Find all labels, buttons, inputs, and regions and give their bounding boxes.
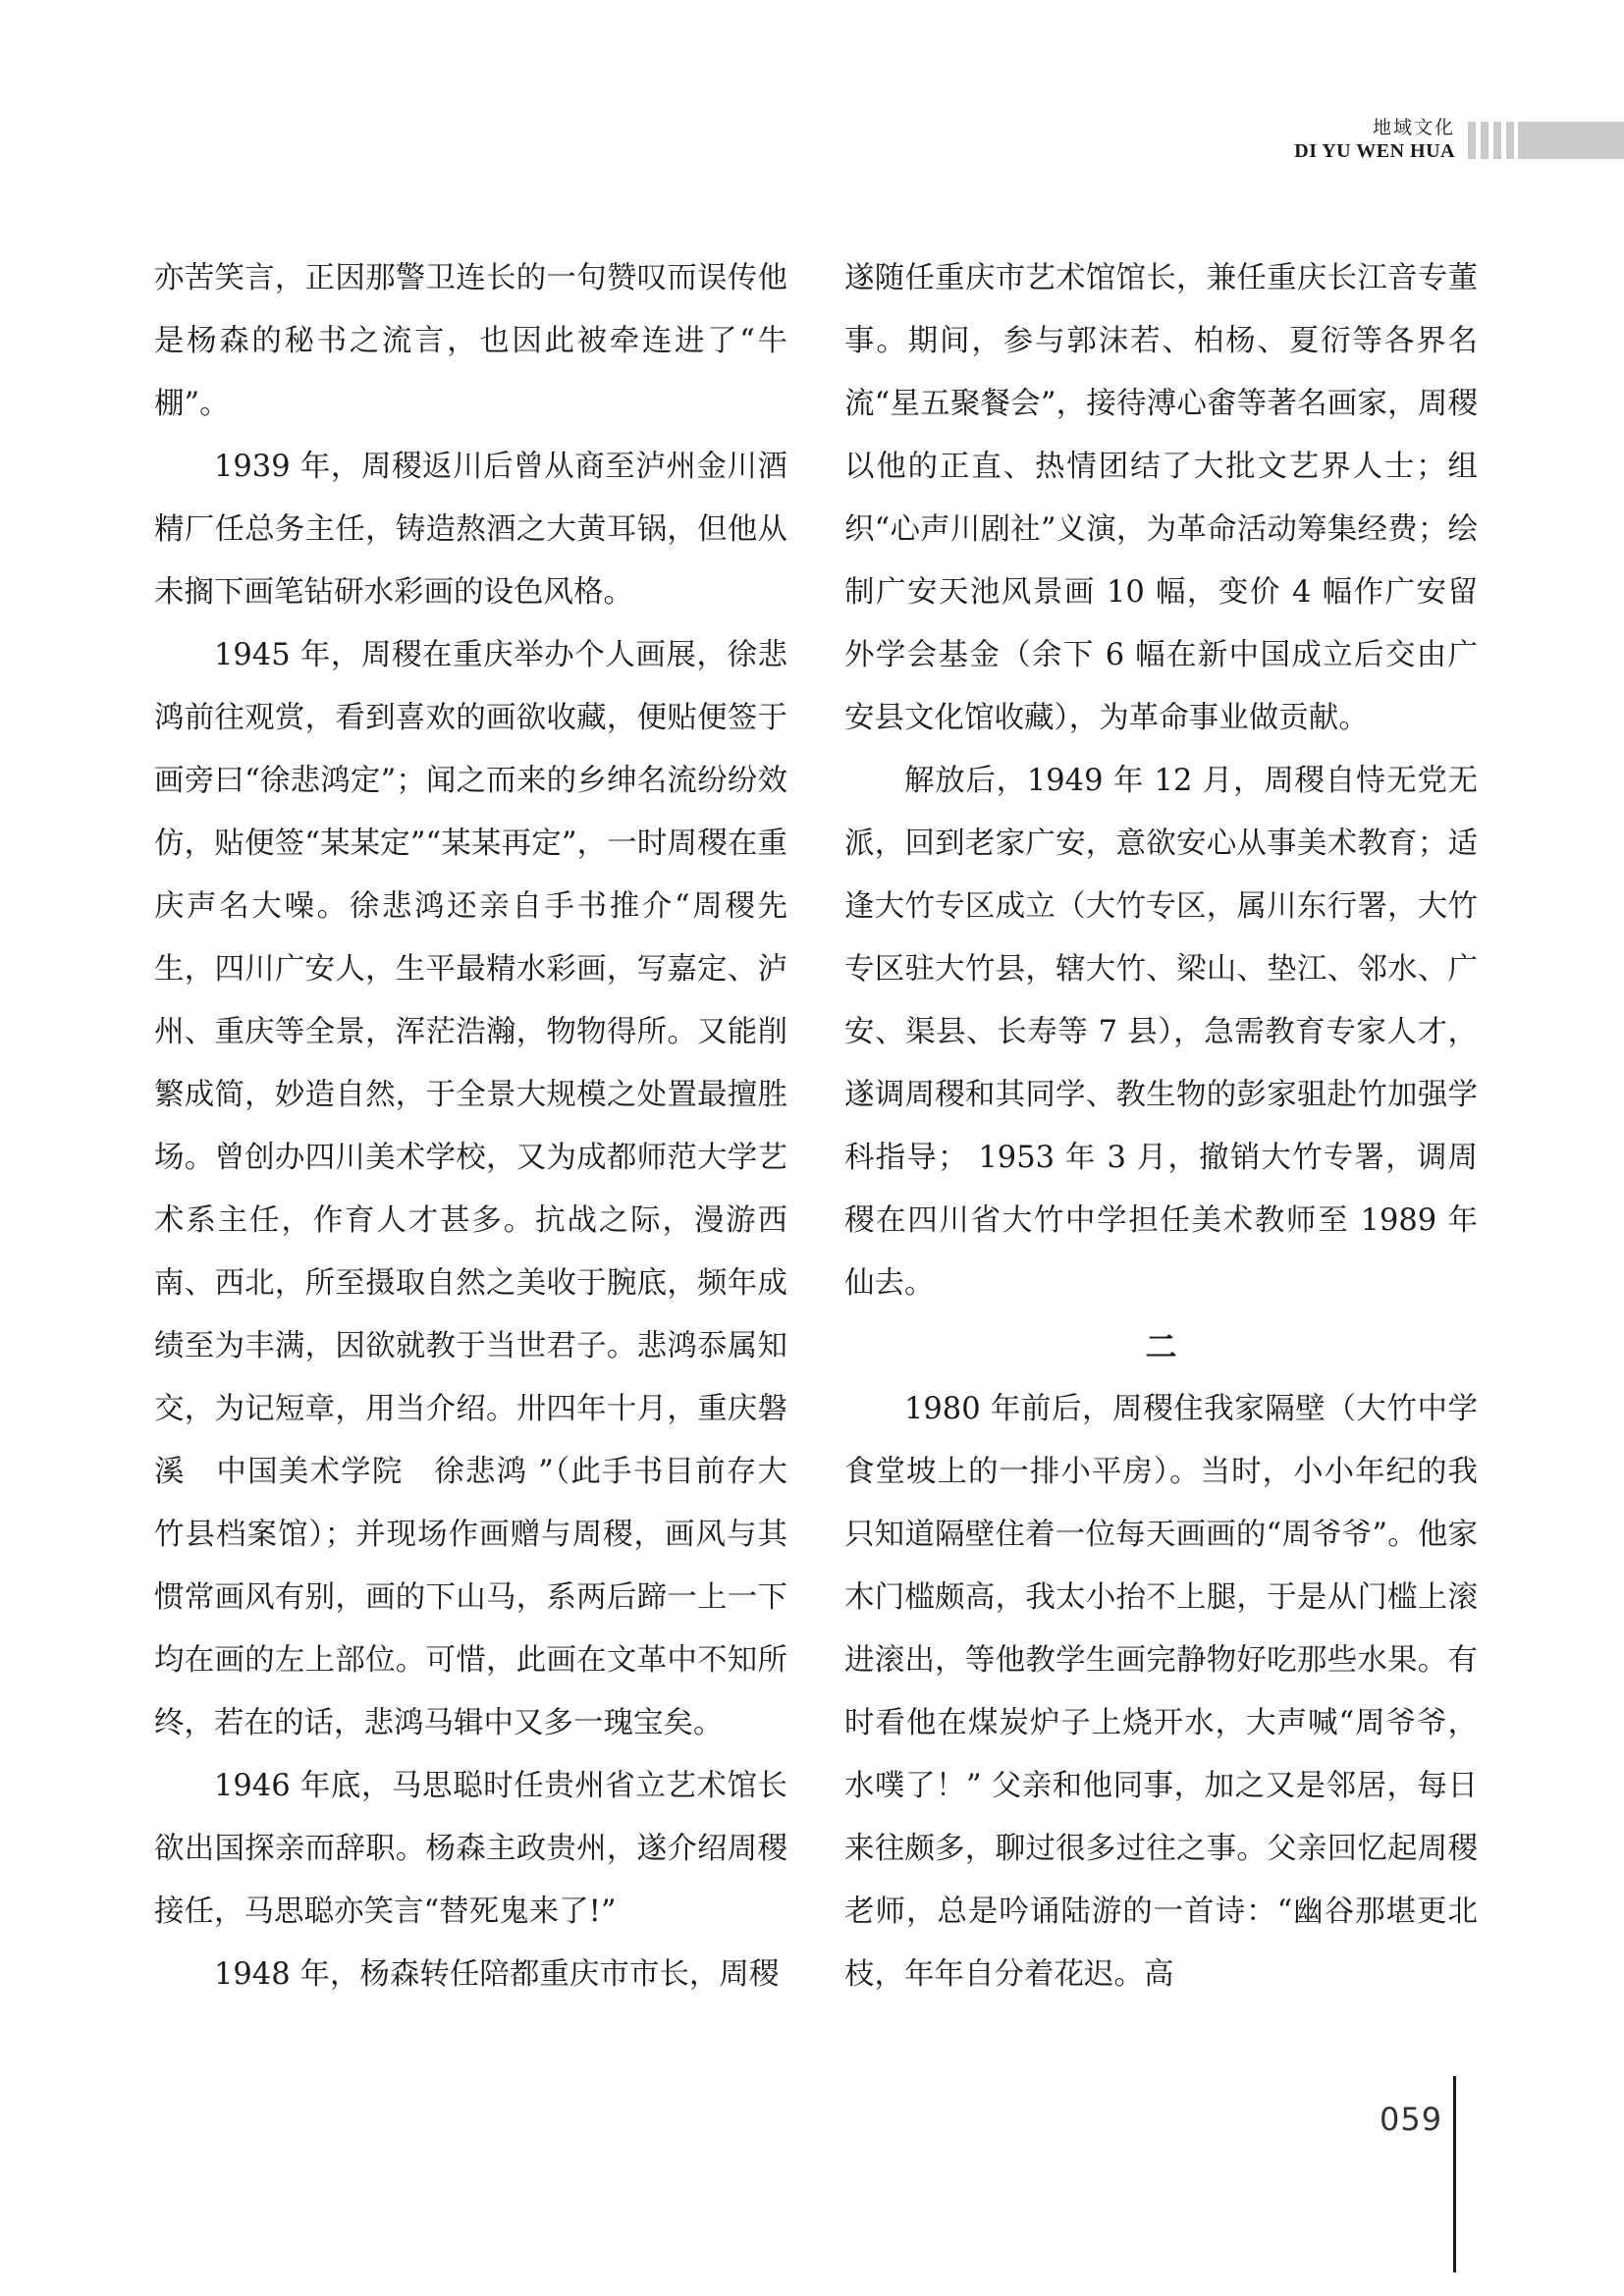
header-decoration-block <box>1518 122 1624 159</box>
decoration-bar <box>1506 122 1514 159</box>
page-number: 059 <box>1380 2101 1443 2138</box>
running-header <box>937 116 1624 165</box>
paragraph: 解放后，1949 年 12 月，周稷自恃无党无派，回到老家广安，意欲安心从事美术教育；适逢大竹专区成立（大竹专区，属川东行署，大竹专区驻大竹县，辖大竹、梁山、垫江、邻水、广安、渠县、长寿等 7 县），急需教育专家人才，遂调周稷和其同学、教生物的彭家驵赴竹加强学科指导； 1953 年 3 月，撤销大竹专署，调周稷在四川省大竹中学担任美术教师至 1989 年仙去。 <box>844 764 1478 1301</box>
paragraph: 1945 年，周稷在重庆举办个人画展，徐悲鸿前往观赏，看到喜欢的画欲收藏，便贴便签于画旁曰“徐悲鸿定”；闻之而来的乡绅名流纷纷效仿，贴便签“某某定”“某某再定”，一时周稷在重庆声名大噪。徐悲鸿还亲自手书推介“周稷先生，四川广安人，生平最精水彩画，写嘉定、泸州、重庆等全景，浑茫浩瀚，物物得所。又能削繁成简，妙造自然，于全景大规模之处置最擅胜场。曾创办四川美术学校，又为成都师范大学艺术系主任，作育人才甚多。抗战之际，漫游西南、西北，所至摄取自然之美收于腕底，频年成绩至为丰满，因欲就教于当世君子。悲鸿忝属知交，为记短章，用当介绍。卅四年十月，重庆磐溪 中国美术学院 徐悲鸿 ”（此手书目前存大竹县档案馆）；并现场作画赠与周稷，画风与其惯常画风有别，画的下山马，系两后蹄一上一下均在画的左上部位。可惜，此画在文革中不知所终，若在的话，悲鸿马辑中又多一瑰宝矣。 <box>154 638 787 1740</box>
decoration-bar <box>1493 122 1501 159</box>
section-title-en: DI YU WEN HUA <box>1294 140 1455 162</box>
paragraph: 1948 年，杨森转任陪都重庆市市长，周稷 <box>214 1957 780 1992</box>
paragraph: 1980 年前后，周稷住我家隔壁（大竹中学食堂坡上的一排小平房）。当时，小小年纪的我只知道隔壁住着一位每天画画的“周爷爷”。他家木门槛颇高，我太小抬不上腿，于是从门槛上滚进滚出，等他教学生画完静物好吃那些水果。有时看他在煤炭炉子上烧开水，大声喊“周爷爷，水噗了！” 父亲和他同事，加之又是邻居，每日来往颇多，聊过很多过往之事。父亲回忆起周稷老师，总是吟诵陆游的一首诗：“幽谷那堪更北枝，年年自分着花迟。高 <box>844 1392 1478 1992</box>
section-title-cn: 地域文化 <box>1372 117 1455 138</box>
decoration-bar <box>1481 122 1489 159</box>
header-decoration-bars <box>1463 122 1514 159</box>
paragraph: 1939 年，周稷返川后曾从商至泸州金川酒精厂任总务主任，铸造熬酒之大黄耳锅，但他从未搁下画笔钻研水彩画的设色风格。 <box>154 450 787 610</box>
paragraph: 亦苦笑言，正因那警卫连长的一句赞叹而误传他是杨森的秘书之流言，也因此被牵连进了“牛棚”。 <box>154 261 787 421</box>
left-column <box>154 247 787 2006</box>
decoration-bar <box>1468 122 1476 159</box>
paragraph: 遂随任重庆市艺术馆馆长，兼任重庆长江音专董事。期间，参与郭沫若、柏杨、夏衍等各界名流“星五聚餐会”，接待溥心畬等著名画家，周稷以他的正直、热情团结了大批文艺界人士；组织“心声川剧社”义演，为革命活动筹集经费；绘制广安天池风景画 10 幅，变价 4 幅作广安留外学会基金（余下 6 幅在新中国成立后交由广安县文化馆收藏），为革命事业做贡献。 <box>844 261 1478 735</box>
right-column <box>844 247 1478 2006</box>
section-title <box>1294 116 1455 163</box>
page-number-rule <box>1453 2076 1456 2272</box>
paragraph: 1946 年底，马思聪时任贵州省立艺术馆长欲出国探亲而辞职。杨森主政贵州，遂介绍周稷接任，马思聪亦笑言“替死鬼来了!” <box>154 1769 787 1929</box>
section-number: 二 <box>1145 1328 1177 1365</box>
